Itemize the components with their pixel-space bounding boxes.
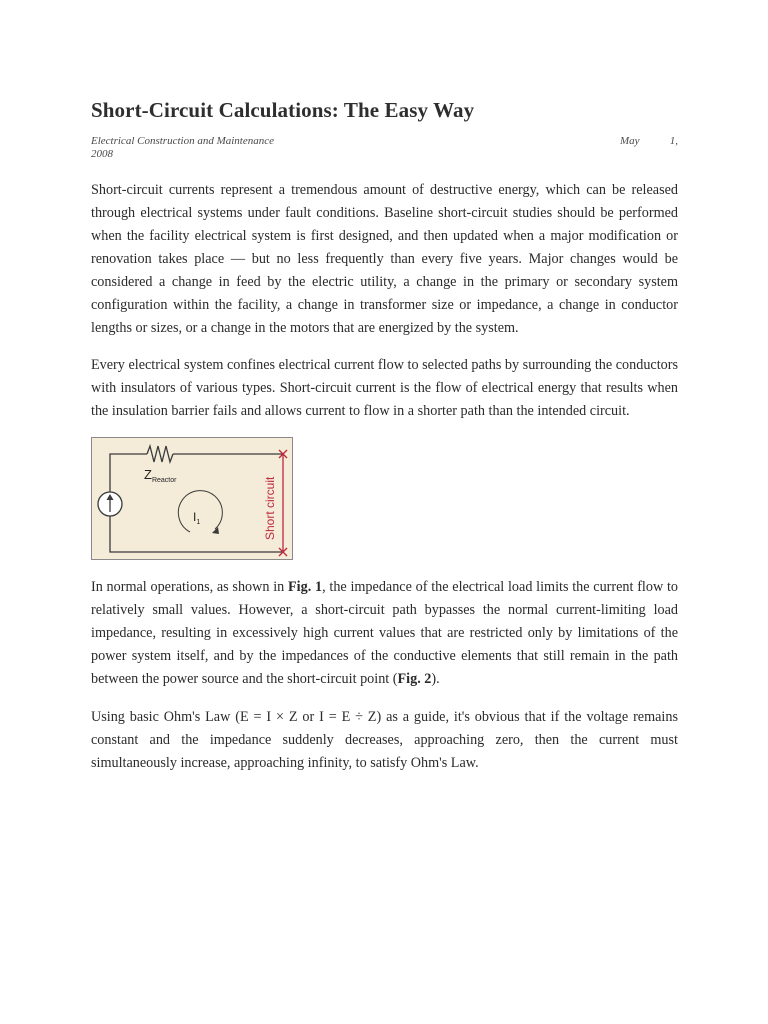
date-day: 1, xyxy=(669,135,678,147)
fig-2-reference: Fig. 2 xyxy=(397,671,432,687)
resistor-zigzag xyxy=(147,446,173,462)
article xyxy=(91,96,678,775)
date-year: 2008 xyxy=(91,148,113,160)
paragraph-4: Using basic Ohm's Law (E = I × Z or I = E ÷ Z) as a guide, it's obvious that if the voltage remains constant and the impedance suddenly decreases, approaching zero, then the current must simultaneously increase, approaching infinity, to satisfy Ohm's Law. xyxy=(91,709,678,771)
top-wire-left xyxy=(110,454,147,494)
current-loop-icon xyxy=(178,491,222,532)
date-month: May xyxy=(620,135,640,147)
paragraph-3: In normal operations, as shown in Fig. 1, the impedance of the electrical load limits the current flow to relatively small values. However, a short-circuit path bypasses the normal current-limiting load impedance, resulting in excessively high current values that are restricted only by limitations of the power system itself, and by the impedances of the conductive elements that still remain in the path between the power source and the short-circuit point (Fig. 2). xyxy=(91,579,678,687)
circuit-wires xyxy=(110,446,283,552)
article-title: Short-Circuit Calculations: The Easy Way xyxy=(91,98,475,122)
short-circuit-label: Short circuit xyxy=(263,476,277,540)
byline xyxy=(91,135,678,163)
impedance-label: $Z_{Reactor}$ xyxy=(144,467,177,484)
paragraph-1: Short-circuit currents represent a tremendous amount of destructive energy, which can be released through electrical systems under fault conditions. Baseline short-circuit studies should be performed when the facility electrical system is first designed, and then updated when a major modification or renovation takes place — but no less frequently than every five years. Major changes would be considered a change in feed by the electric utility, a change in the primary or secondary system configuration within the facility, a change in transformer size or impedance, a change in conductor lengths or sizes, or a change in the motors that are energized by the system. xyxy=(91,182,678,336)
current-label: $I_1$ xyxy=(193,510,201,526)
figure-1-circuit-diagram xyxy=(91,437,293,560)
paragraph-2: Every electrical system confines electrical current flow to selected paths by surrounding the conductors with insulators of various types. Short-circuit current is the flow of electrical energy that results when the insulation barrier fails and allows current to flow in a shorter path than the intended circuit. xyxy=(91,357,678,419)
circuit-diagram xyxy=(92,438,292,559)
publication-source: Electrical Construction and Maintenance xyxy=(91,135,274,147)
fig-1-reference: Fig. 1 xyxy=(288,579,323,595)
